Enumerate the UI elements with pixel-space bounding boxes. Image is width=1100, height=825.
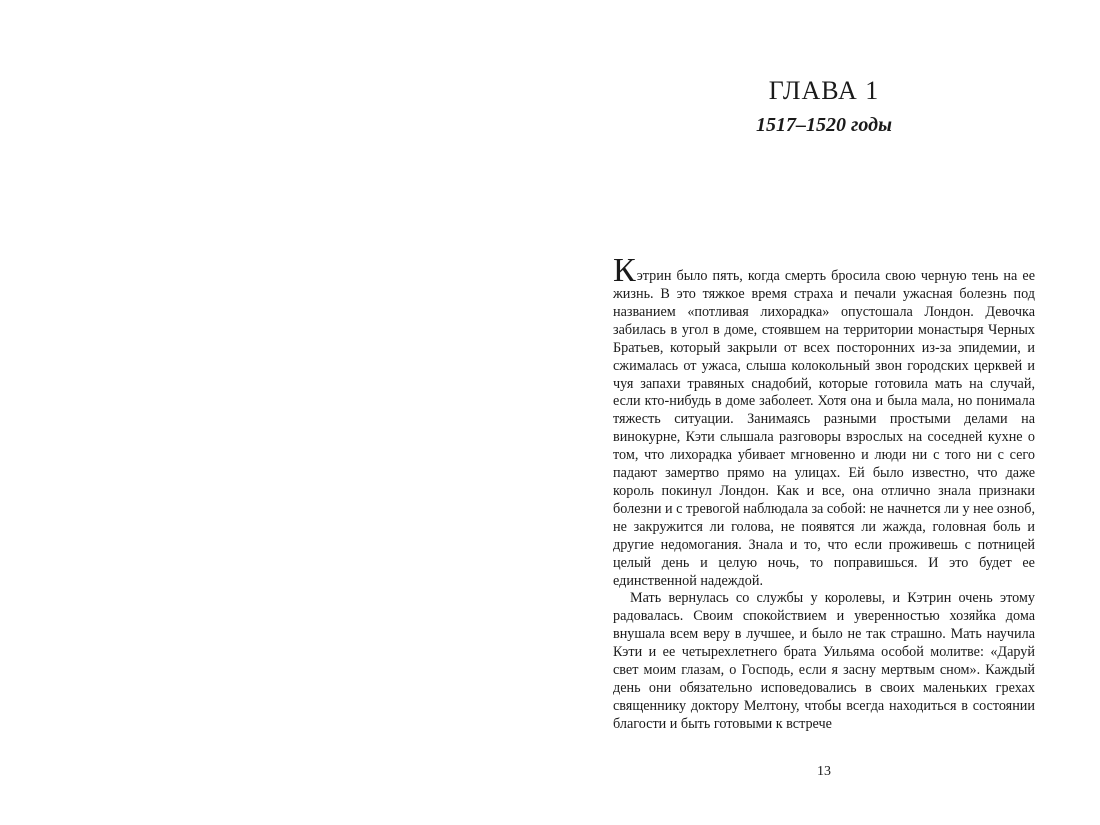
chapter-title: ГЛАВА 1: [768, 76, 880, 105]
paragraph-1-text: этрин было пять, когда смерть бросила свою черную тень на ее жизнь. В это тяжкое время страха и печали ужасная болезнь под названием «потливая лихорадка» опустошала Лондон. Девочка забилась в угол в доме, стоявшем на территории монастыря Черных Братьев, который закрыли от всех посторонних из-за эпидемии, и сжималась от ужаса, слыша колокольный звон городских церквей и чуя запахи травяных снадобий, которые готовила мать на случай, если кто-нибудь в доме заболеет. Хотя она и была мала, но понимала тяжесть ситуации. Занимаясь разными простыми делами на винокурне, Кэти слышала разговоры взрослых на соседней кухне о том, что лихорадка убивает мгновенно и люди ни с того ни с сего падают замертво прямо на улицах. Ей было известно, что даже король покинул Лондон. Как и все, она отлично знала признаки болезни и с тревогой наблюдала за собой: не начнется ли у нее озноб, не закружится ли голова, не появятся ли жажда, головная боль и другие недомогания. Знала и то, что если проживешь с потницей целый день и целую ночь, то поправишься. И это будет ее единственной надеждой.: [613, 268, 1035, 589]
chapter-subtitle: 1517–1520 годы: [756, 114, 892, 136]
body-text: [613, 252, 1035, 734]
paragraph-2: Мать вернулась со службы у королевы, и Кэтрин очень этому радовалась. Своим спокойствием и уверенностью хозяйка дома внушала всем веру в лучшее, и было не так страшно. Мать научила Кэти и ее четырехлетнего брата Уильяма особой молитве: «Даруй свет моим глазам, о Господь, если я засну мертвым сном». Каждый день они обязательно исповедовались в своих маленьких грехах священнику доктору Мелтону, чтобы всегда находиться в состоянии благости и быть готовыми к встрече: [613, 590, 1035, 732]
drop-cap: К: [613, 252, 636, 289]
right-page: [550, 0, 1100, 825]
paragraph-1: [613, 252, 1035, 590]
page-number: 13: [817, 764, 831, 779]
